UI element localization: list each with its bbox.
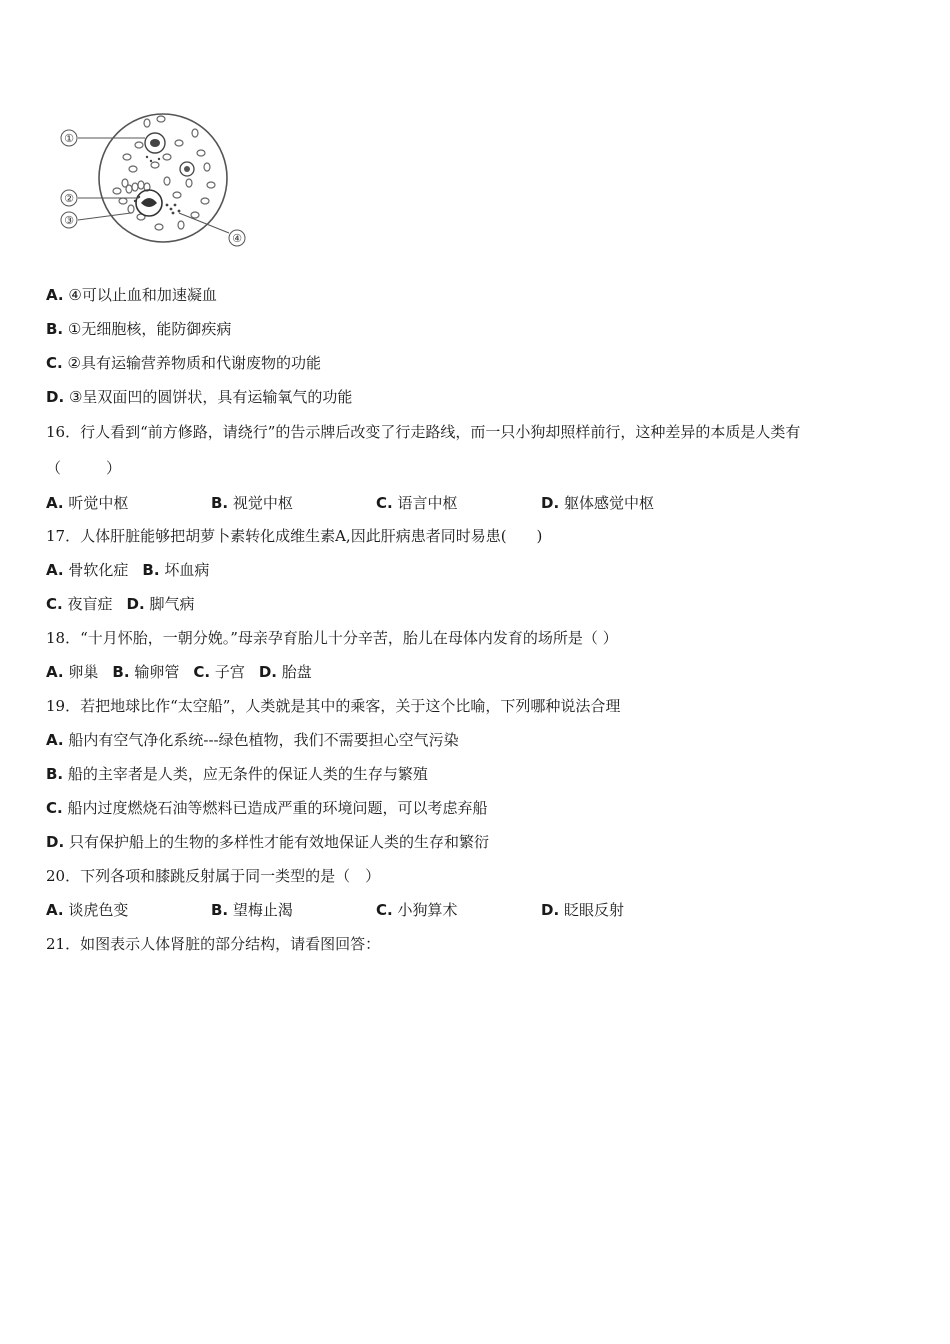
- q17-option-b: B. 坏血病: [142, 561, 210, 579]
- q17-stem: 17．人体肝脏能够把胡萝卜素转化成维生素A,因此肝病患者同时易患( ): [46, 527, 543, 545]
- label-1: [61, 130, 77, 146]
- svg-text:②: ②: [64, 192, 74, 205]
- q18-option-c: C. 子宫: [193, 663, 245, 681]
- q16-option-a: A. 听觉中枢: [46, 494, 129, 512]
- q16-stem: 16．行人看到“前方修路，请绕行”的告示牌后改变了行走路线，而一只小狗却照样前行，这种差异的本质是人类有: [46, 423, 801, 441]
- q18-stem: 18．“十月怀胎，一朝分娩。”母亲孕育胎儿十分辛苦，胎儿在母体内发育的场所是（ ）: [46, 629, 618, 647]
- q16-options: [46, 492, 654, 514]
- q18-options: [46, 661, 312, 683]
- q20-option-b: B. 望梅止渴: [211, 901, 293, 919]
- q19-option-a: A. 船内有空气净化系统---绿色植物，我们不需要担心空气污染: [46, 731, 459, 749]
- white-blood-cell: [136, 190, 162, 216]
- white-blood-cell: [145, 133, 165, 153]
- blood-smear-figure: [55, 105, 255, 255]
- svg-text:③: ③: [64, 214, 74, 227]
- white-blood-cell: [180, 162, 194, 176]
- q20-options: [46, 899, 624, 921]
- q17-options-ab: [46, 559, 209, 581]
- q17-option-d: D. 脚气病: [126, 595, 195, 613]
- label-4: [229, 230, 245, 246]
- q20-option-c: C. 小狗算术: [376, 901, 458, 919]
- q20-stem: 20．下列各项和膝跳反射属于同一类型的是（ ）: [46, 867, 381, 885]
- label-3: [61, 212, 77, 228]
- q16-option-b: B. 视觉中枢: [211, 494, 293, 512]
- q16-blank: （ ）: [46, 459, 122, 477]
- q16-option-c: C. 语言中枢: [376, 494, 458, 512]
- q19-option-b: B. 船的主宰者是人类，应无条件的保证人类的生存与繁殖: [46, 765, 428, 783]
- q20-option-a: A. 谈虎色变: [46, 901, 129, 919]
- svg-text:④: ④: [232, 232, 242, 245]
- q18-option-a: A. 卵巢: [46, 663, 99, 681]
- q19-option-d: D. 只有保护船上的生物的多样性才能有效地保证人类的生存和繁衍: [46, 833, 489, 851]
- label-2: [61, 190, 77, 206]
- q21-stem: 21．如图表示人体肾脏的部分结构，请看图回答：: [46, 935, 381, 953]
- q15-option-d: D. ③呈双面凹的圆饼状，具有运输氧气的功能: [46, 388, 353, 406]
- q20-option-d: D. 眨眼反射: [541, 901, 624, 919]
- platelets: [134, 156, 181, 215]
- q17-options-cd: [46, 593, 194, 615]
- q15-option-b: B. ①无细胞核，能防御疾病: [46, 320, 232, 338]
- q17-option-c: C. 夜盲症: [46, 595, 113, 613]
- q15-option-a: A. ④可以止血和加速凝血: [46, 286, 217, 304]
- q19-stem: 19．若把地球比作“太空船”，人类就是其中的乘客，关于这个比喻，下列哪种说法合理: [46, 697, 621, 715]
- q16-option-d: D. 躯体感觉中枢: [541, 494, 654, 512]
- q15-option-c: C. ②具有运输营养物质和代谢废物的功能: [46, 354, 321, 372]
- q17-option-a: A. 骨软化症: [46, 561, 129, 579]
- q18-option-d: D. 胎盘: [258, 663, 312, 681]
- microscope-field: [99, 114, 227, 242]
- svg-text:①: ①: [64, 132, 74, 145]
- q19-option-c: C. 船内过度燃烧石油等燃料已造成严重的环境问题，可以考虑弃船: [46, 799, 488, 817]
- q18-option-b: B. 输卵管: [112, 663, 180, 681]
